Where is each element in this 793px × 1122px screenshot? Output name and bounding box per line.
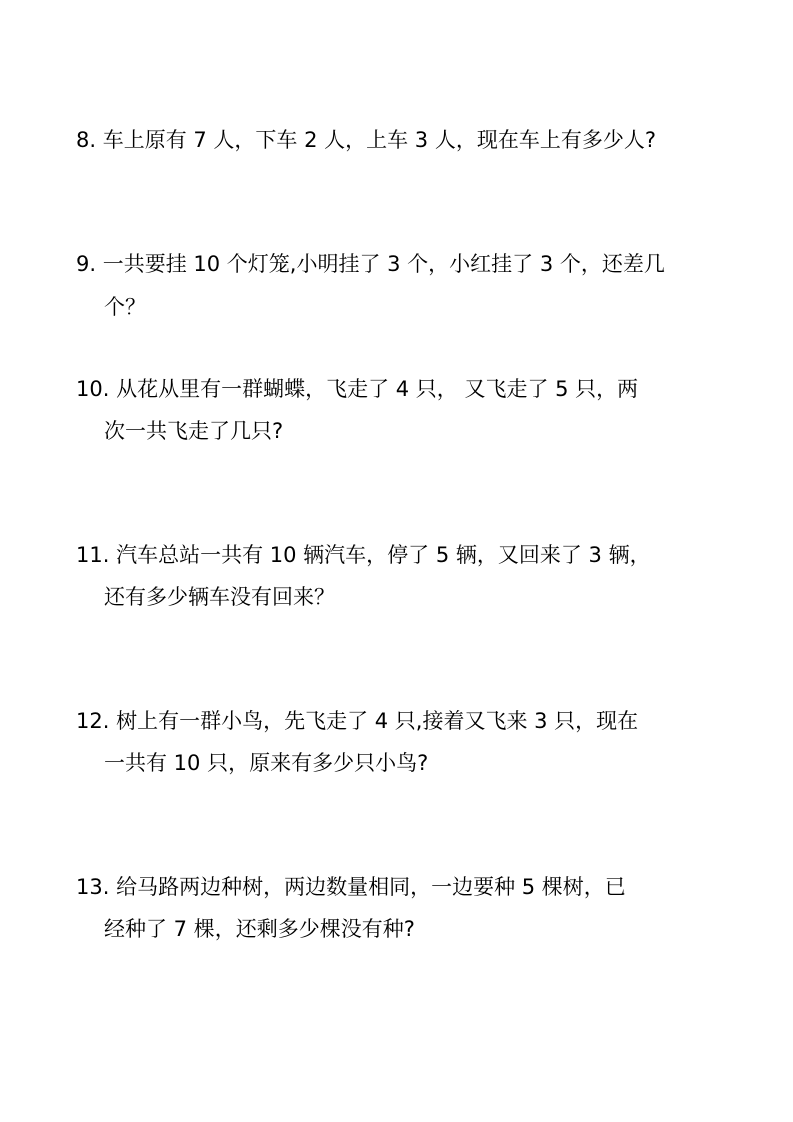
problem-text-line: 12. 树上有一群小鸟，先飞走了 4 只,接着又飞来 3 只，现在 (76, 709, 639, 733)
problem-text-line: 一共有 10 只，原来有多少只小鸟? (104, 751, 429, 775)
problem-text-line: 8. 车上原有 7 人，下车 2 人，上车 3 人，现在车上有多少人? (76, 128, 656, 152)
problem-text-line: 9. 一共要挂 10 个灯笼,小明挂了 3 个，小红挂了 3 个，还差几 (76, 252, 665, 276)
problem-text-line: 还有多少辆车没有回来？ (104, 585, 335, 609)
problem-text-line: 次一共飞走了几只? (104, 419, 284, 443)
problem-text-line: 13. 给马路两边种树，两边数量相同，一边要种 5 棵树，已 (76, 875, 626, 899)
problem-text-line: 经种了 7 棵，还剩多少棵没有种? (104, 917, 415, 941)
problem-text-line: 个？ (104, 295, 146, 319)
problem-text-line: 11. 汽车总站一共有 10 辆汽车，停了 5 辆，又回来了 3 辆， (76, 543, 651, 567)
problem-text-line: 10. 从花从里有一群蝴蝶，飞走了 4 只， 又飞走了 5 只，两 (76, 377, 639, 401)
